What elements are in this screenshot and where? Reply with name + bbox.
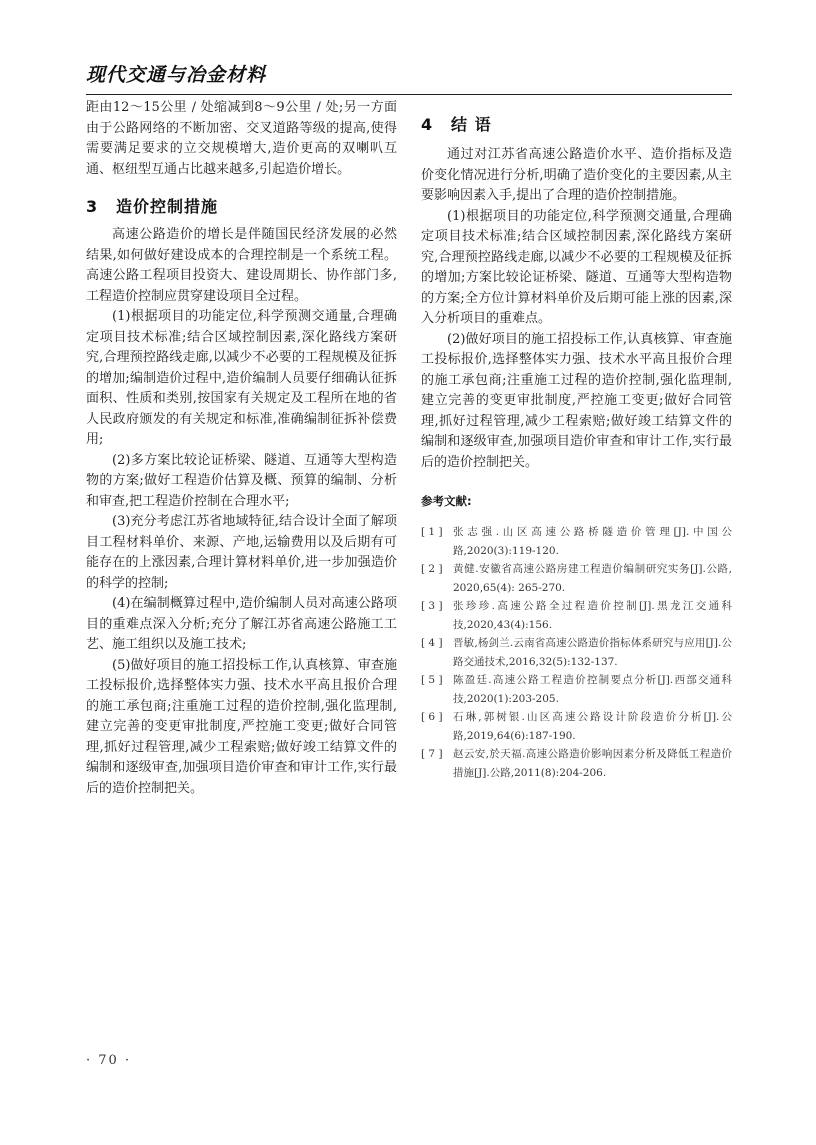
reference-number: [ 7 ] — [421, 748, 443, 760]
reference-text: 石琳,郭树银.山区高速公路设计阶段造价分析[J].公路,2019,64(6):187-190. — [453, 711, 732, 742]
reference-text: 陈盈廷.高速公路工程造价控制要点分析[J].西部交通科技,2020(1):203-205. — [453, 674, 732, 705]
continuation-paragraph: 距由12～15公里 / 处缩减到8～9公里 / 处;另一方面由于公路网络的不断加密、交叉道路等级的提高,使得需要满足要求的立交规模增大,造价更高的双喇叭互通、枢纽型互通占比越来越多,引起造价增长。 — [86, 100, 397, 177]
reference-number: [ 2 ] — [421, 563, 443, 575]
references-heading: 参考文献: — [421, 494, 472, 508]
body-paragraph: (2)多方案比较论证桥梁、隧道、互通等大型构造物的方案;做好工程造价估算及概、预算的编制、分析和审查,把工程造价控制在合理水平; — [86, 452, 397, 509]
reference-item — [421, 745, 732, 782]
reference-item — [421, 708, 732, 745]
reference-text: 晋敏,杨剑兰.云南省高速公路造价指标体系研究与应用[J].公路交通技术,2016,32(5):132-137. — [453, 637, 732, 668]
reference-number: [ 3 ] — [421, 600, 443, 612]
body-paragraph: (1)根据项目的功能定位,科学预测交通量,合理确定项目技术标准;结合区域控制因素,深化路线方案研究,合理预控路线走廊,以减少不必要的工程规模及征拆的增加;方案比较论证桥梁、隧道、互通等大型构造物的方案;全方位计算材料单价及后期可能上涨的因素,深入分析项目的重难点。 — [421, 208, 732, 326]
right-column — [421, 98, 732, 782]
body-paragraph: (5)做好项目的施工招投标工作,认真核算、审查施工投标报价,选择整体实力强、技术水平高且报价合理的施工承包商;注重施工过程的造价控制,强化监理制,建立完善的变更审批制度,严控施工变更;做好合同管理,抓好过程管理,减少工程索赔;做好竣工结算文件的编制和逐级审查,加强项目造价审查和审计工作,实行最后的造价控制把关。 — [86, 657, 397, 796]
body-paragraph: (3)充分考虑江苏省地域特征,结合设计全面了解项目工程材料单价、来源、产地,运输费用以及后期有可能存在的上涨因素,合理计算材料单价,进一步加强造价的科学的控制; — [86, 514, 397, 591]
body-paragraph: (4)在编制概算过程中,造价编制人员对高速公路项目的重难点深入分析;充分了解江苏省高速公路施工工艺、施工组织以及施工技术; — [86, 596, 397, 652]
reference-number: [ 5 ] — [421, 674, 443, 686]
body-paragraph: 高速公路造价的增长是伴随国民经济发展的必然结果,如何做好建设成本的合理控制是一个系统工程。高速公路工程项目投资大、建设周期长、协作部门多,工程造价控制应贯穿建设项目全过程。 — [86, 227, 397, 304]
section-title: 结 语 — [451, 115, 492, 134]
reference-number: [ 4 ] — [421, 637, 443, 649]
reference-item — [421, 560, 732, 597]
section-title: 造价控制措施 — [116, 197, 219, 216]
reference-text: 赵云安,於天福.高速公路造价影响因素分析及降低工程造价措施[J].公路,2011(8):204-206. — [453, 748, 732, 779]
reference-item — [421, 671, 732, 708]
reference-text: 黄健.安徽省高速公路房建工程造价编制研究实务[J].公路, 2020,65(4): 265-270. — [453, 563, 732, 594]
body-paragraph: 通过对江苏省高速公路造价水平、造价指标及造价变化情况进行分析,明确了造价变化的主要因素,从主要影响因素入手,提出了合理的造价控制措施。 — [421, 147, 732, 203]
left-column — [86, 98, 397, 799]
journal-title: 现代交通与冶金材料 — [86, 64, 267, 86]
section-number: 3 — [86, 197, 99, 216]
section-3-heading — [86, 194, 397, 217]
reference-item — [421, 597, 732, 634]
body-paragraph: (2)做好项目的施工招投标工作,认真核算、审查施工投标报价,选择整体实力强、技术水平高且报价合理的施工承包商;注重施工过程的造价控制,强化监理制,建立完善的变更审批制度,严控施工变更;做好合同管理,抓好过程管理,减少工程索赔;做好竣工结算文件的编制和逐级审查,加强项目造价审查和审计工作,实行最后的造价控制把关。 — [421, 331, 732, 470]
section-4-heading — [421, 112, 732, 135]
reference-item — [421, 523, 732, 560]
section-number: 4 — [421, 115, 434, 134]
reference-number: [ 1 ] — [421, 526, 443, 538]
header-rule — [86, 94, 732, 95]
body-paragraph: (1)根据项目的功能定位,科学预测交通量,合理确定项目技术标准;结合区域控制因素,深化路线方案研究,合理预控路线走廊,以减少不必要的工程规模及征拆的增加;编制造价过程中,造价编制人员要仔细确认征拆面积、性质和类别,按国家有关规定及工程所在地的省人民政府颁发的有关规定和标准,准确编制征拆补偿费用; — [86, 309, 397, 447]
reference-number: [ 6 ] — [421, 711, 443, 723]
page-number: · 70 · — [86, 1053, 132, 1068]
reference-text: 张志强.山区高速公路桥隧造价管理[J].中国公路,2020(3):119-120. — [453, 526, 732, 557]
reference-item — [421, 634, 732, 671]
reference-text: 张珍珍.高速公路全过程造价控制[J].黑龙江交通科技,2020,43(4):156. — [453, 600, 732, 631]
